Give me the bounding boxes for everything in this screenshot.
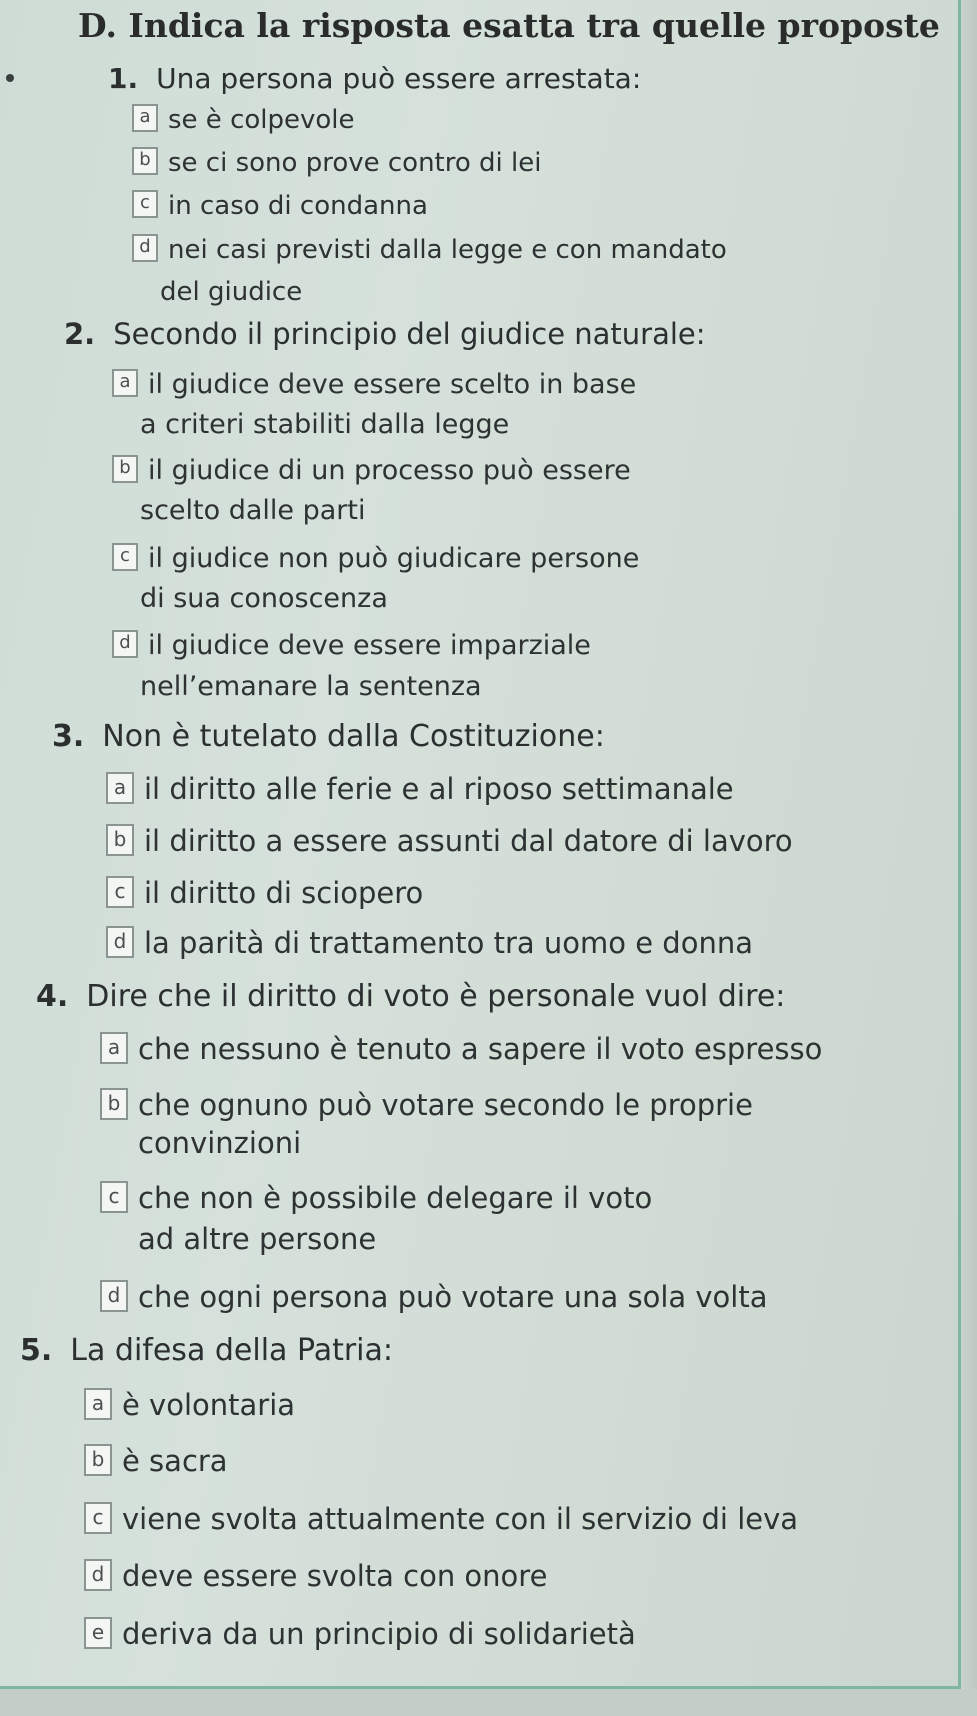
option-4a[interactable]	[100, 1032, 822, 1067]
option-4c[interactable]	[100, 1181, 652, 1216]
option-letter-box: b	[100, 1088, 128, 1120]
option-text: il giudice deve essere imparziale	[148, 630, 591, 661]
option-2a[interactable]	[112, 369, 636, 400]
option-letter-box: a	[100, 1032, 128, 1064]
option-5a[interactable]	[84, 1388, 295, 1423]
option-letter-box: d	[106, 926, 134, 958]
question-text: Una persona può essere arrestata:	[156, 62, 642, 95]
option-4d[interactable]	[100, 1280, 767, 1315]
option-letter-box: c	[84, 1502, 112, 1534]
question-1	[108, 62, 641, 95]
option-letter-box: d	[100, 1280, 128, 1312]
question-text: Secondo il principio del giudice naturale:	[113, 317, 706, 351]
option-letter-box: b	[106, 824, 134, 856]
option-letter-box: c	[112, 543, 138, 571]
option-letter-box: b	[112, 455, 138, 483]
option-1b[interactable]	[132, 148, 541, 178]
option-4c-continuation: ad altre persone	[138, 1222, 377, 1256]
option-5c[interactable]	[84, 1502, 798, 1537]
option-letter-box: c	[106, 876, 134, 908]
option-1d[interactable]	[132, 235, 727, 265]
option-letter-box: e	[84, 1617, 112, 1649]
option-text: viene svolta attualmente con il servizio di leva	[122, 1502, 799, 1536]
option-3c[interactable]	[106, 876, 423, 911]
option-text: la parità di trattamento tra uomo e donna	[144, 926, 753, 960]
section-heading: D. Indica la risposta esatta tra quelle proposte	[78, 6, 940, 45]
option-letter-box: d	[112, 630, 138, 658]
question-4	[36, 979, 785, 1014]
question-number: 1.	[108, 62, 139, 95]
option-letter-box: a	[132, 104, 158, 132]
page-edge-shadow	[961, 0, 977, 1716]
option-5d[interactable]	[84, 1559, 547, 1594]
page-bottom-edge	[0, 1689, 977, 1716]
option-text: il diritto a essere assunti dal datore di lavoro	[144, 824, 793, 858]
question-number: 4.	[36, 979, 69, 1014]
option-text: deriva da un principio di solidarietà	[122, 1617, 636, 1651]
option-5e[interactable]	[84, 1617, 636, 1652]
option-text: il giudice deve essere scelto in base	[148, 369, 637, 400]
option-letter-box: a	[84, 1388, 112, 1420]
option-text: il diritto di sciopero	[144, 876, 424, 910]
option-letter-box: a	[106, 772, 134, 804]
question-text: Non è tutelato dalla Costituzione:	[102, 719, 605, 754]
question-5	[20, 1333, 393, 1368]
option-3b[interactable]	[106, 824, 793, 859]
option-4b-continuation: convinzioni	[138, 1126, 302, 1160]
question-text: La difesa della Patria:	[70, 1333, 394, 1368]
option-text: il diritto alle ferie e al riposo settimanale	[144, 772, 734, 806]
option-letter-box: c	[100, 1181, 128, 1213]
option-text: il giudice di un processo può essere	[148, 455, 631, 486]
option-5b[interactable]	[84, 1444, 228, 1479]
question-number: 5.	[20, 1333, 53, 1368]
option-letter-box: c	[132, 190, 158, 218]
option-text: che non è possibile delegare il voto	[138, 1181, 653, 1215]
option-2d-continuation: nell’emanare la sentenza	[140, 671, 482, 702]
question-2	[64, 317, 706, 351]
option-text: il giudice non può giudicare persone	[148, 543, 640, 574]
option-text: che nessuno è tenuto a sapere il voto espresso	[138, 1032, 823, 1066]
option-2a-continuation: a criteri stabiliti dalla legge	[140, 409, 510, 440]
option-letter-box: d	[84, 1559, 112, 1591]
option-text: se è colpevole	[168, 105, 355, 135]
question-number: 2.	[64, 317, 96, 351]
option-text: che ogni persona può votare una sola volta	[138, 1280, 768, 1314]
option-2d[interactable]	[112, 630, 591, 661]
option-letter-box: a	[112, 369, 138, 397]
question-3	[52, 719, 605, 754]
option-text: nei casi previsti dalla legge e con mandato	[168, 235, 727, 265]
option-1a[interactable]	[132, 105, 355, 135]
option-2c-continuation: di sua conoscenza	[140, 583, 388, 614]
option-3a[interactable]	[106, 772, 734, 807]
option-2b[interactable]	[112, 455, 631, 486]
option-1c[interactable]	[132, 191, 428, 221]
option-letter-box: d	[132, 234, 158, 262]
option-letter-box: b	[132, 147, 158, 175]
option-text: se ci sono prove contro di lei	[168, 148, 542, 178]
option-text: deve essere svolta con onore	[122, 1559, 548, 1593]
option-text: è sacra	[122, 1444, 228, 1478]
option-3d[interactable]	[106, 926, 753, 961]
option-1d-continuation: del giudice	[160, 277, 303, 307]
option-2c[interactable]	[112, 543, 639, 574]
option-4b[interactable]	[100, 1088, 753, 1123]
option-text: in caso di condanna	[168, 191, 428, 221]
question-text: Dire che il diritto di voto è personale vuol dire:	[86, 979, 786, 1014]
margin-dot	[6, 74, 14, 82]
option-text: che ognuno può votare secondo le proprie	[138, 1088, 753, 1122]
question-number: 3.	[52, 719, 85, 754]
option-text: è volontaria	[122, 1388, 296, 1422]
option-2b-continuation: scelto dalle parti	[140, 495, 366, 526]
option-letter-box: b	[84, 1444, 112, 1476]
